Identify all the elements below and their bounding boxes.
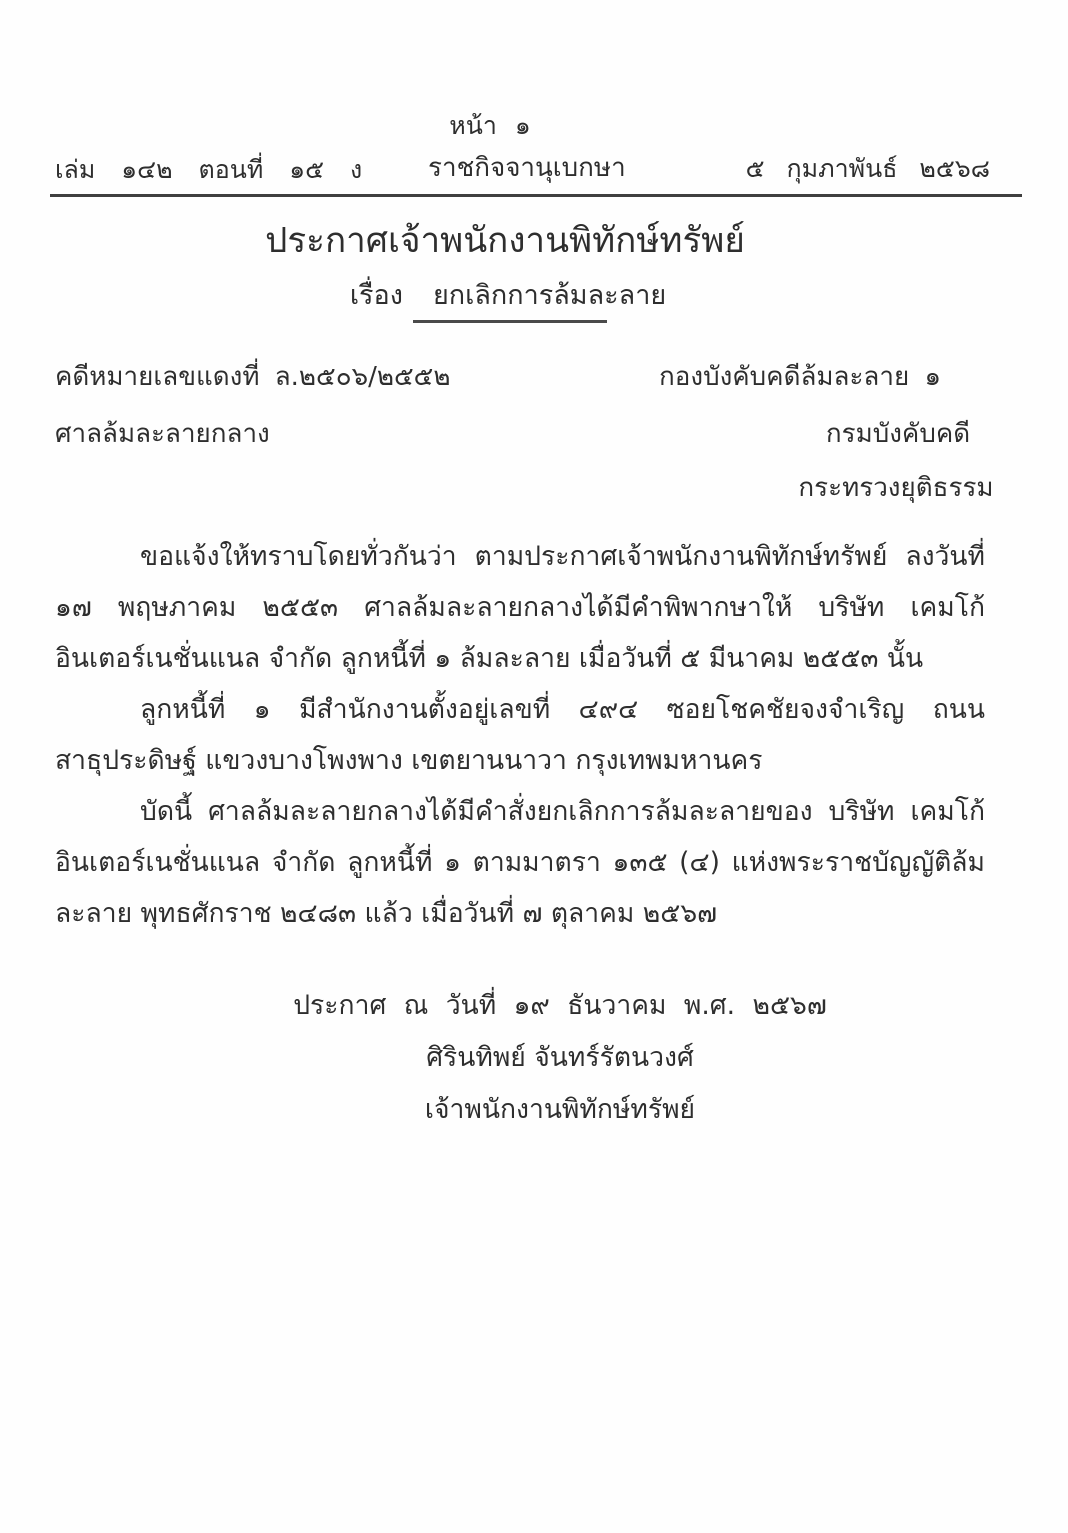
volume-part-label: เล่ม ๑๔๒ ตอนที่ ๑๕ ง — [55, 155, 363, 184]
office-ministry-line: กระทรวงยุติธรรม — [798, 473, 994, 503]
subject-prefix: เรื่อง — [349, 280, 403, 311]
header-divider — [50, 194, 1022, 197]
document-title: ประกาศเจ้าพนักงานพิทักษ์ทรัพย์ — [265, 221, 745, 261]
court-name: ศาลล้มละลายกลาง — [55, 419, 270, 449]
signer-title: เจ้าพนักงานพิทักษ์ทรัพย์ — [424, 1094, 696, 1125]
page-number-label: หน้า ๑ — [449, 111, 531, 140]
signature-block — [52, 980, 1068, 1136]
office-department-line: กรมบังคับคดี — [825, 419, 971, 449]
subject-line — [0, 273, 1016, 316]
paragraph-debtor-address: ลูกหนี้ที่ ๑ มีสำนักงานตั้งอยู่เลขที่ ๔๙๔ ซอยโชคชัยจงจำเริญ ถนนสาธุประดิษฐ์ แขวงบางโพงพาง เขตยานนาวา กรุงเทพมหานคร — [55, 694, 985, 776]
subject-text: ยกเลิกการล้มละลาย — [432, 280, 667, 311]
paragraph-judgment: ขอแจ้งให้ทราบโดยทั่วกันว่า ตามประกาศเจ้าพนักงานพิทักษ์ทรัพย์ ลงวันที่ ๑๗ พฤษภาคม ๒๕๕๓ ศาลล้มละลายกลางได้มีคำพิพากษาให้ บริษัท เคมโก้ อินเตอร์เนชั่นแนล จำกัด ลูกหนี้ที่ ๑ ล้มละลาย เมื่อวันที่ ๕ มีนาคม ๒๕๕๓ นั้น — [55, 541, 985, 674]
subject-divider — [413, 320, 607, 323]
case-number: คดีหมายเลขแดงที่ ล.๒๕๐๖/๒๕๕๒ — [55, 362, 451, 392]
gazette-date: ๕ กุมภาพันธ์ ๒๕๖๘ — [745, 154, 990, 183]
paragraph-cancellation-order: บัดนี้ ศาลล้มละลายกลางได้มีคำสั่งยกเลิกการล้มละลายของ บริษัท เคมโก้ อินเตอร์เนชั่นแนล จำกัด ลูกหนี้ที่ ๑ ตามมาตรา ๑๓๕ (๔) แห่งพระราชบัญญัติล้มละลาย พุทธศักราช ๒๔๘๓ แล้ว เมื่อวันที่ ๗ ตุลาคม ๒๕๖๗ — [55, 796, 985, 929]
gazette-name: ราชกิจจานุเบกษา — [428, 153, 626, 183]
announcement-date-line: ประกาศ ณ วันที่ ๑๙ ธันวาคม พ.ศ. ๒๕๖๗ — [293, 990, 827, 1021]
announcement-body — [55, 531, 985, 939]
signer-name: ศิรินทิพย์ จันทร์รัตนวงศ์ — [426, 1042, 694, 1073]
office-division-line: กองบังคับคดีล้มละลาย ๑ — [659, 362, 941, 392]
